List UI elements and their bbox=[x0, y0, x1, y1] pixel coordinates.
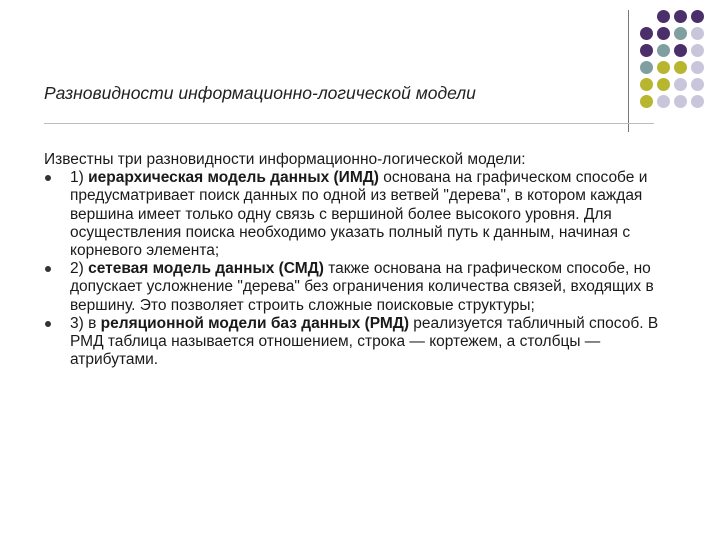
item-text: также основана на графическом способе, но допускает усложнение "дерева" без ограничения количества связей, входящих в вершину. Это позволяет строить сложные поисковые структуры; bbox=[70, 260, 654, 314]
decor-dot bbox=[674, 95, 687, 108]
title-underline bbox=[44, 123, 654, 124]
decor-dot bbox=[691, 27, 704, 40]
decor-dot bbox=[640, 61, 653, 74]
decorative-dot-grid bbox=[640, 10, 720, 120]
decor-dot bbox=[640, 78, 653, 91]
item-prefix: 1) bbox=[70, 169, 89, 187]
item-term: иерархическая модель данных (ИМД) bbox=[88, 169, 379, 187]
decor-dot bbox=[674, 10, 687, 23]
decor-dot bbox=[691, 61, 704, 74]
decor-dot bbox=[640, 44, 653, 57]
bullet-list bbox=[44, 169, 684, 369]
decor-dot bbox=[691, 78, 704, 91]
decor-dot bbox=[657, 27, 670, 40]
decor-dot bbox=[640, 27, 653, 40]
decor-dot bbox=[691, 95, 704, 108]
vertical-divider bbox=[628, 10, 629, 132]
decor-dot bbox=[657, 95, 670, 108]
item-term: сетевая модель данных (СМД) bbox=[88, 260, 324, 278]
decor-dot bbox=[691, 10, 704, 23]
slide-title: Разновидности информационно-логической модели bbox=[44, 83, 476, 103]
slide-body bbox=[44, 151, 684, 369]
item-prefix: 3) в bbox=[70, 314, 101, 332]
decor-dot bbox=[657, 44, 670, 57]
list-item bbox=[44, 315, 684, 370]
list-item bbox=[44, 260, 684, 315]
item-text: основана на графическом способе и предусматривает поиск данных по одной из ветвей "дерева", в котором каждая вершина имеет только одну связь с вершиной более высокого уровня. Для осуществления поиска необходимо указать полный путь к данным, начиная с корневого элемента; bbox=[70, 169, 648, 260]
decor-dot bbox=[657, 78, 670, 91]
decor-dot bbox=[691, 44, 704, 57]
intro-text: Известны три разновидности информационно-логической модели: bbox=[44, 151, 526, 168]
bullet-dot-icon bbox=[45, 266, 51, 272]
item-text: реализуется табличный способ. В РМД таблица называется отношением, строка — кортежем, а столбцы — атрибутами. bbox=[70, 314, 659, 369]
decor-dot bbox=[657, 10, 670, 23]
bullet-dot-icon bbox=[45, 321, 51, 327]
decor-dot bbox=[640, 95, 653, 108]
decor-dot bbox=[674, 78, 687, 91]
item-term: реляционной модели баз данных (РМД) bbox=[100, 314, 409, 332]
decor-dot bbox=[674, 44, 687, 57]
item-prefix: 2) bbox=[70, 260, 89, 278]
list-item bbox=[44, 169, 684, 260]
decor-dot bbox=[657, 61, 670, 74]
bullet-dot-icon bbox=[45, 175, 51, 181]
decor-dot bbox=[674, 27, 687, 40]
decor-dot bbox=[674, 61, 687, 74]
